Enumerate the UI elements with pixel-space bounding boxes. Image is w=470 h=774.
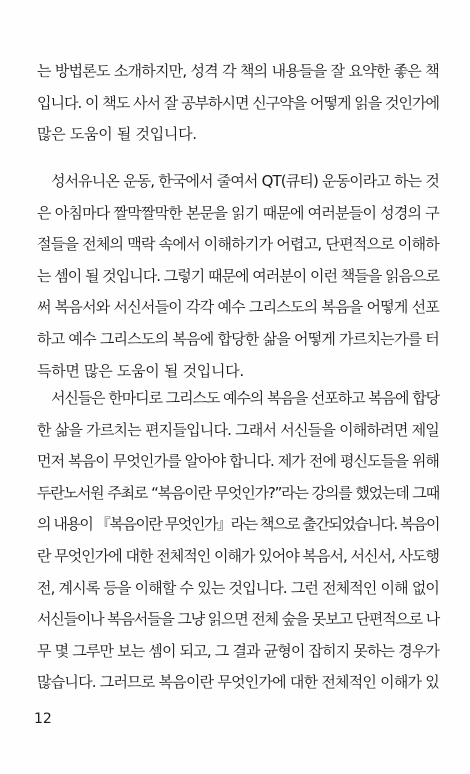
text-line: 많습니다. 그러므로 복음이란 무엇인가에 대한 전체적인 이해가 있 <box>37 673 439 692</box>
text-line: 서신들은 한마디로 그리스도 예수의 복음을 선포하고 복음에 합당 <box>51 389 439 407</box>
text-line: 성서유니온 운동, 한국에서 줄여서 QT(큐티) 운동이라고 하는 것 <box>51 172 439 190</box>
text-line: 서신들이나 복음서들을 그냥 읽으면 전체 숲을 못보고 단편적으로 나 <box>37 610 439 629</box>
text-line: 많은 도움이 될 것입니다. <box>37 125 197 144</box>
text-line: 는 방법론도 소개하지만, 성격 각 책의 내용들을 잘 요약한 좋은 책 <box>37 62 439 80</box>
text-line: 한 삶을 가르치는 편지들입니다. 그래서 서신들을 이해하려면 제일 <box>37 420 439 439</box>
paragraph-2 <box>37 166 439 387</box>
paragraph-3 <box>37 383 439 699</box>
text-line: 두란노서원 주최로 “복음이란 무엇인가?”라는 강의를 했었는데 그때 <box>37 483 439 502</box>
text-line: 먼저 복음이 무엇인가를 알아야 합니다. 제가 전에 평신도들을 위해 <box>37 452 439 471</box>
paragraph-1 <box>37 56 439 151</box>
text-line: 는 셈이 될 것입니다. 그렇기 때문에 여러분이 이런 책들을 읽음으로 <box>37 266 439 285</box>
text-line: 득하면 많은 도움이 될 것입니다. <box>37 361 244 380</box>
text-line: 절들을 전체의 맥락 속에서 이해하기가 어렵고, 단편적으로 이해하 <box>37 235 439 254</box>
text-line: 입니다. 이 책도 사서 잘 공부하시면 신구약을 어떻게 읽을 것인가에 <box>37 93 439 112</box>
text-line: 란 무엇인가에 대한 전체적인 이해가 있어야 복음서, 서신서, 사도행 <box>37 546 439 565</box>
text-line: 전, 계시록 등을 이해할 수 있는 것입니다. 그런 전체적인 이해 없이 <box>37 578 439 597</box>
text-line: 하고 예수 그리스도의 복음에 합당한 삶을 어떻게 가르치는가를 터 <box>37 329 439 348</box>
text-line: 은 아침마다 짤막짤막한 본문을 읽기 때문에 여러분들이 성경의 구 <box>37 203 439 222</box>
text-line: 무 몇 그루만 보는 셈이 되고, 그 결과 균형이 잡히지 못하는 경우가 <box>37 641 439 660</box>
text-line: 써 복음서와 서신서들이 각각 예수 그리스도의 복음을 어떻게 선포 <box>37 298 439 317</box>
page-number: 12 <box>34 711 52 727</box>
text-line: 의 내용이 『복음이란 무엇인가』라는 책으로 출간되었습니다. 복음이 <box>37 515 439 534</box>
